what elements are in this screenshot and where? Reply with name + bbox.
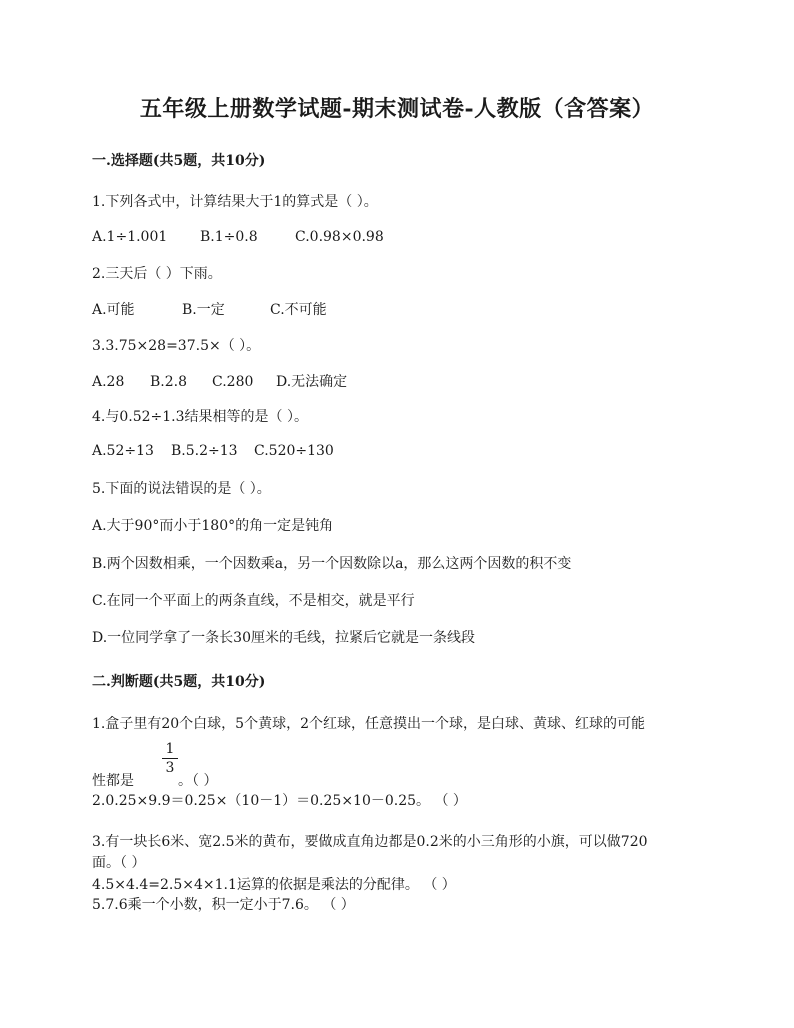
option-a: A.可能 [92, 302, 135, 318]
question-stem: 5.7.6乘一个小数，积一定小于7.6。 （ ） [92, 897, 355, 913]
option-b: B.一定 [182, 302, 225, 318]
option-c: C.520÷130 [254, 443, 334, 459]
option-c: C.在同一个平面上的两条直线，不是相交，就是平行 [92, 593, 415, 609]
question-stem: 2.0.25×9.9＝0.25×（10－1）＝0.25×10－0.25。 （ ） [92, 793, 467, 809]
option-b: B.2.8 [150, 374, 188, 390]
option-b: B.两个因数相乘，一个因数乘a，另一个因数除以a，那么这两个因数的积不变 [92, 556, 572, 572]
option-b: B.5.2÷13 [171, 443, 238, 459]
question-stem: 1.下列各式中，计算结果大于1的算式是（ ）。 [92, 194, 378, 210]
question-stem: 5.下面的说法错误的是（ ）。 [92, 481, 271, 497]
option-a: A.52÷13 [92, 443, 154, 459]
question-stem-continued: 面。（ ） [92, 855, 146, 871]
option-row [92, 371, 347, 391]
question-stem: 2.三天后（ ）下雨。 [92, 266, 222, 282]
option-row [92, 229, 384, 245]
option-row [92, 299, 327, 319]
section-heading-choice: 一.选择题(共5题，共10分) [92, 153, 266, 169]
option-a: A.28 [92, 374, 125, 390]
option-c: C.不可能 [270, 302, 327, 318]
option-d: D.一位同学拿了一条长30厘米的毛线，拉紧后它就是一条线段 [92, 630, 475, 646]
question-stem: 3.3.75×28=37.5×（ ）。 [92, 338, 261, 354]
option-row [92, 443, 334, 459]
option-a: A.1÷1.001 [92, 229, 168, 245]
option-c: C.280 [212, 374, 254, 390]
question-stem: 3.有一块长6米、宽2.5米的黄布，要做成直角边都是0.2米的小三角形的小旗，可以做720 [92, 834, 648, 850]
section-heading-judgement: 二.判断题(共5题，共10分) [92, 674, 266, 690]
question-stem-continued [92, 770, 217, 790]
fraction-bar [162, 758, 178, 759]
option-c: C.0.98×0.98 [295, 229, 384, 245]
page-title: 五年级上册数学试题-期末测试卷-人教版（含答案） [139, 96, 655, 122]
question-stem: 1.盒子里有20个白球，5个黄球，2个红球，任意摸出一个球，是白球、黄球、红球的可能 [92, 716, 645, 732]
fraction-numerator: 1 [165, 741, 175, 757]
option-b: B.1÷0.8 [200, 229, 258, 245]
fraction-denominator: 3 [165, 760, 175, 776]
answer-bracket: 。（ ） [178, 773, 218, 789]
option-a: A.大于90°而小于180°的角一定是钝角 [92, 518, 334, 534]
question-stem-part: 性都是 [92, 773, 134, 789]
question-stem: 4.与0.52÷1.3结果相等的是（ ）。 [92, 409, 308, 425]
question-stem: 4.5×4.4=2.5×4×1.1运算的依据是乘法的分配律。 （ ） [92, 877, 456, 893]
option-d: D.无法确定 [276, 374, 348, 390]
